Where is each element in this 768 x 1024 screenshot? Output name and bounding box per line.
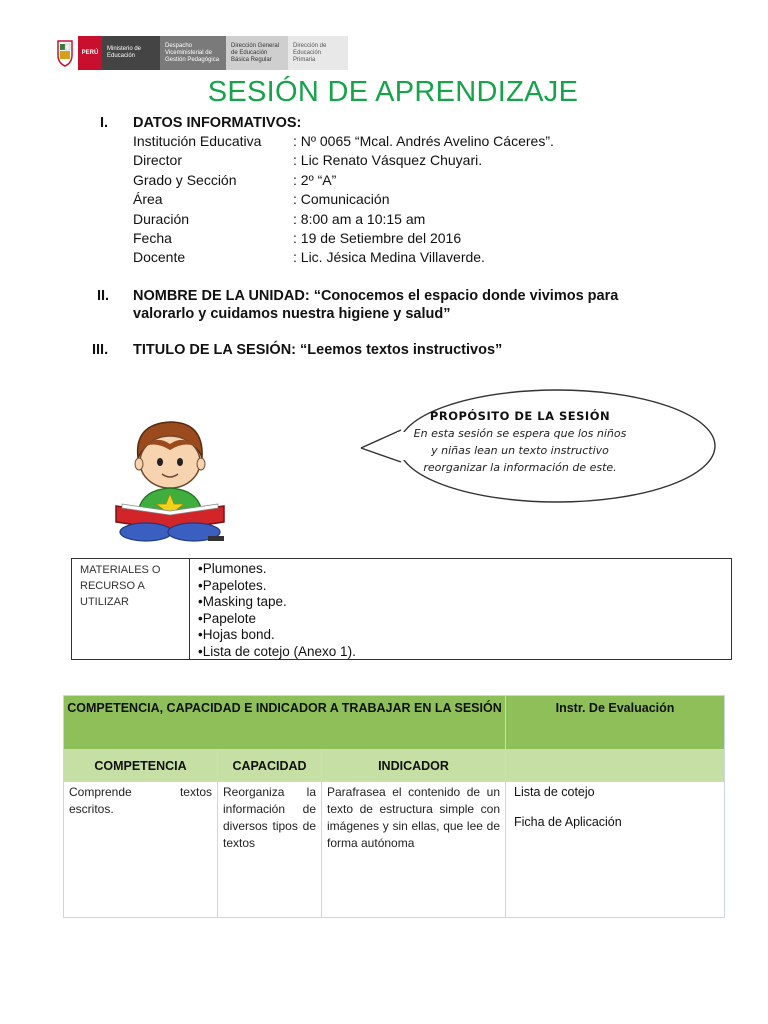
cell-indicador: Parafrasea el contenido de un texto de estructura simple con imágenes y sin ellas, que lee de forma autónoma [322,782,506,918]
col-header-competencia: COMPETENCIA [64,750,218,782]
list-item: •Hojas bond. [198,627,275,642]
unit-name-line1: NOMBRE DE LA UNIDAD: “Conocemos el espacio donde vivimos para [133,288,619,304]
materials-label: MATERIALES O RECURSO A UTILIZAR [72,559,190,659]
info-label: Director [133,152,183,169]
col-header-indicador: INDICADOR [322,750,506,782]
logo-despacho: Despacho Viceministerial de Gestión Pedagógica [160,36,226,70]
logo-peru: PERÚ [78,36,102,70]
info-row-area [133,191,554,210]
info-row-duracion [133,211,554,230]
materials-table [71,558,732,660]
list-item: •Masking tape. [198,594,287,609]
cell-competencia: Comprende textos escritos. [64,782,218,918]
competency-table [63,695,724,918]
section-2-numeral: II. [97,288,110,304]
table-header-main: COMPETENCIA, CAPACIDAD E INDICADOR A TRABAJAR EN LA SESIÓN [64,696,506,750]
logo-ministerio: Ministerio de Educación [102,36,160,70]
info-value: : 8:00 am a 10:15 am [293,210,426,227]
coat-of-arms-icon [56,39,74,67]
info-row-director [133,152,554,171]
materials-list [190,559,364,659]
eval-instrument: Lista de cotejo [514,785,595,799]
info-label: Área [133,191,163,208]
info-label: Institución Educativa [133,133,262,149]
info-value: : Nº 0065 “Mcal. Andrés Avelino Cáceres”. [293,133,554,149]
info-table [133,133,554,269]
purpose-line: y niñas lean un texto instructivo [431,444,609,457]
unit-name-line2: valorarlo y cuidamos nuestra higiene y salud” [133,306,451,322]
info-label: Fecha [133,229,172,246]
list-item: •Papelotes. [198,577,267,593]
page-title: SESIÓN DE APRENDIZAJE [207,76,579,108]
info-value: : 2º “A” [293,171,337,188]
section-1-numeral: I. [100,115,109,131]
eval-instrument: Ficha de Aplicación [514,815,622,829]
cell-evaluacion [506,782,725,918]
col-header-capacidad: CAPACIDAD [218,750,322,782]
info-label: Grado y Sección [133,171,237,188]
logo-direccion-general: Dirección General de Educación Básica Regular [226,36,288,70]
section-1-heading: DATOS INFORMATIVOS: [133,115,302,131]
info-value: : Lic. Jésica Medina Villaverde. [293,249,485,266]
purpose-line: En esta sesión se espera que los niños [413,427,627,440]
info-label: Docente [133,249,186,266]
list-item: •Plumones. [198,561,267,576]
info-label: Duración [133,210,190,227]
logo-direccion: Dirección de Educación Primaria [288,36,348,70]
list-item: •Lista de cotejo (Anexo 1). [198,643,356,659]
info-row-docente [133,249,554,268]
col-header-empty [506,750,725,782]
purpose-box [400,408,640,476]
info-value: : Comunicación [293,191,390,208]
info-value: : 19 de Setiembre del 2016 [293,229,462,246]
ministry-logo [56,36,348,70]
purpose-line: reorganizar la información de este. [423,461,617,474]
table-header-eval: Instr. De Evaluación [506,696,725,750]
info-row-institucion [133,133,554,152]
child-reading-icon [108,414,232,544]
session-title: TITULO DE LA SESIÓN: “Leemos textos instructivos” [133,342,503,358]
info-row-fecha [133,230,554,249]
cell-capacidad: Reorganiza la información de diversos tipos de textos [218,782,322,918]
list-item: •Papelote [198,610,257,626]
info-value: : Lic Renato Vásquez Chuyari. [293,152,483,169]
purpose-title: PROPÓSITO DE LA SESIÓN [429,409,611,423]
info-row-grado [133,172,554,191]
section-3-numeral: III. [92,342,109,358]
